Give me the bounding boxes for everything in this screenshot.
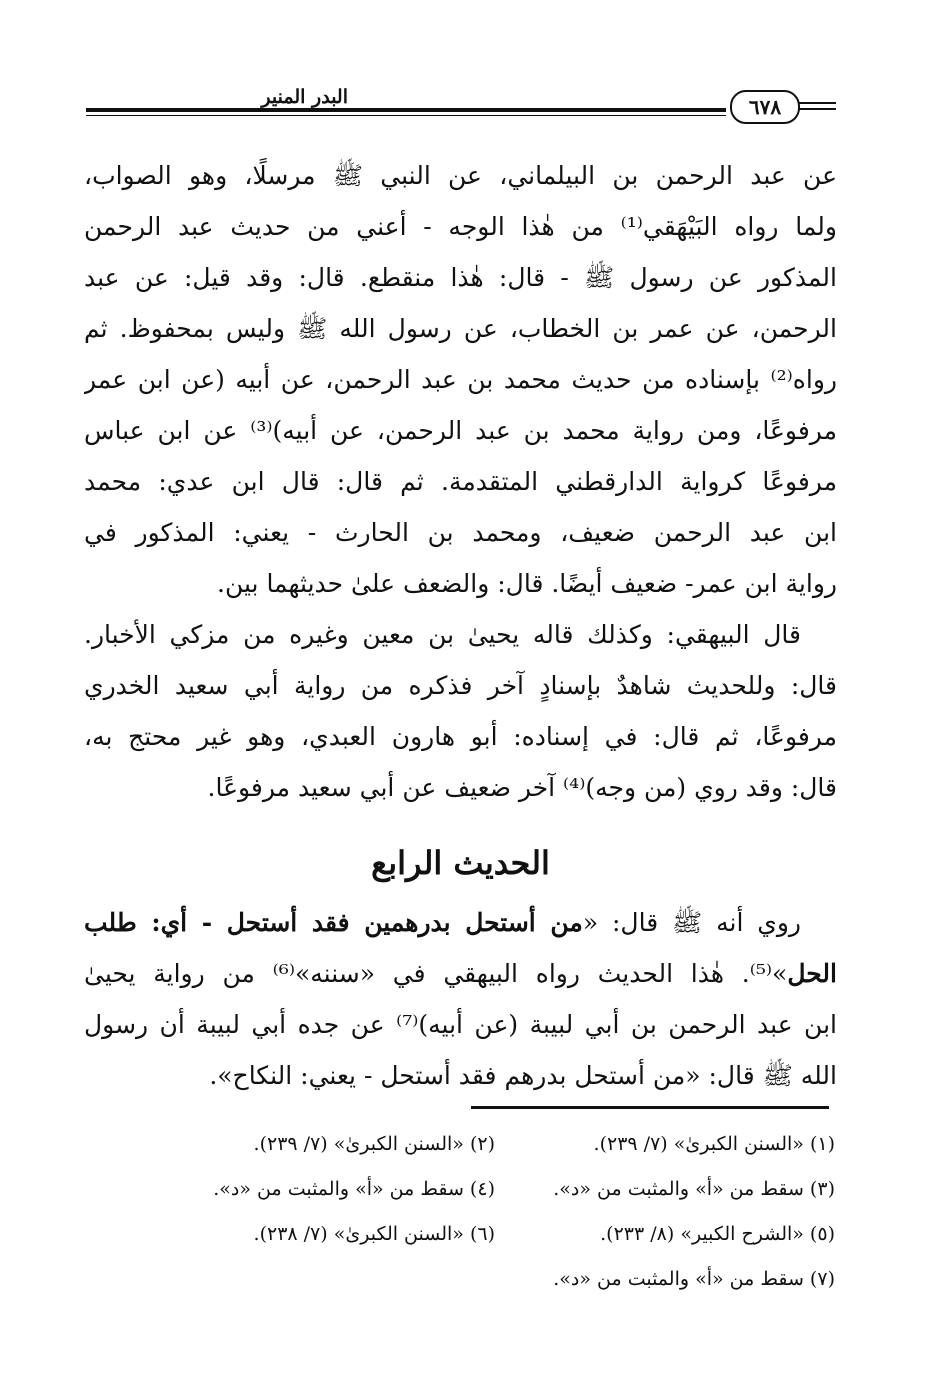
footnotes (150, 1122, 835, 1302)
footnote: (٧) سقط من «أ» والمثبت من «د». (553, 1268, 835, 1290)
text-run: روي أنه ﷺ قال: « (582, 908, 801, 937)
footnote: (٤) سقط من «أ» والمثبت من «د». (213, 1178, 495, 1200)
text-line: ابن عبد الرحمن بن أبي لبيبة (عن أبيه)⁽⁷⁾ عن جده أبي لبيبة أن رسول (84, 1010, 837, 1039)
footnote-row (150, 1257, 835, 1302)
footnote (155, 1257, 495, 1302)
running-title: البدر المنير (261, 86, 348, 108)
header-stub-line (798, 102, 836, 104)
text-line (84, 948, 837, 999)
text-line: مرفوعًا، ثم قال: في إسناده: أبو هارون العبدي، وهو غير محتج به، (84, 722, 837, 751)
footnote: (٢) «السنن الكبرىٰ» (٧/ ٢٣٩). (253, 1133, 495, 1155)
footnote-row (150, 1122, 835, 1167)
main-text (84, 150, 837, 1101)
footnote: (٣) سقط من «أ» والمثبت من «د». (553, 1178, 835, 1200)
text-line: رواية ابن عمر- ضعيف أيضًا. قال: والضعف علىٰ حديثهما بين. (217, 569, 837, 598)
bold-quote: الحل (787, 959, 837, 988)
text-line: قال: وللحديث شاهدٌ بإسنادٍ آخر فذكره من رواية أبي سعيد الخدري (84, 671, 837, 700)
page-header (86, 82, 836, 130)
text-run: »⁽⁵⁾. هٰذا الحديث رواه البيهقي في «سننه»⁽⁶⁾ من رواية يحيىٰ (84, 959, 788, 988)
footnote: (٥) «الشرح الكبير» (٨/ ٢٣٣). (600, 1223, 835, 1245)
footnote: (١) «السنن الكبرىٰ» (٧/ ٢٣٩). (593, 1133, 835, 1155)
text-line (84, 897, 837, 948)
text-line: عن عبد الرحمن بن البيلماني، عن النبي ﷺ مرسلًا، وهو الصواب، (84, 161, 837, 190)
header-stub-line (798, 108, 836, 110)
footnote: (٦) «السنن الكبرىٰ» (٧/ ٢٣٨). (253, 1223, 495, 1245)
text-line: المذكور عن رسول ﷺ - قال: هٰذا منقطع. قال: وقد قيل: عن عبد (84, 263, 837, 292)
text-line: مرفوعًا، ومن رواية محمد بن عبد الرحمن، عن أبيه)⁽³⁾ عن ابن عباس (84, 416, 837, 445)
text-line: ولما رواه البَيْهَقي⁽¹⁾ من هٰذا الوجه - أعني من حديث عبد الرحمن (84, 212, 837, 241)
header-rule (86, 108, 726, 116)
footnote-row (150, 1212, 835, 1257)
text-line: الرحمن، عن عمر بن الخطاب، عن رسول الله ﷺ وليس بمحفوظ. ثم (84, 314, 837, 343)
text-line: قال: وقد روي (من وجه)⁽⁴⁾ آخر ضعيف عن أبي سعيد مرفوعًا. (207, 773, 837, 802)
text-line: ابن عبد الرحمن ضعيف، ومحمد بن الحارث - يعني: المذكور في (84, 518, 837, 547)
footnote-row (150, 1167, 835, 1212)
footnote-separator (471, 1106, 829, 1109)
page-number: ٦٧٨ (730, 90, 800, 124)
text-line: رواه⁽²⁾ بإسناده من حديث محمد بن عبد الرحمن، عن أبيه (عن ابن عمر (84, 365, 837, 394)
bold-quote: من أستحل بدرهمين فقد أستحل - أي: طلب (84, 908, 583, 937)
text-line: مرفوعًا كرواية الدارقطني المتقدمة. ثم قال: قال ابن عدي: محمد (84, 467, 837, 496)
text-line: الله ﷺ قال: «من أستحل بدرهم فقد أستحل - يعني: النكاح». (209, 1061, 837, 1090)
text-line: قال البيهقي: وكذلك قاله يحيىٰ بن معين وغيره من مزكي الأخبار. (84, 620, 801, 649)
section-heading: الحديث الرابع (371, 844, 550, 882)
